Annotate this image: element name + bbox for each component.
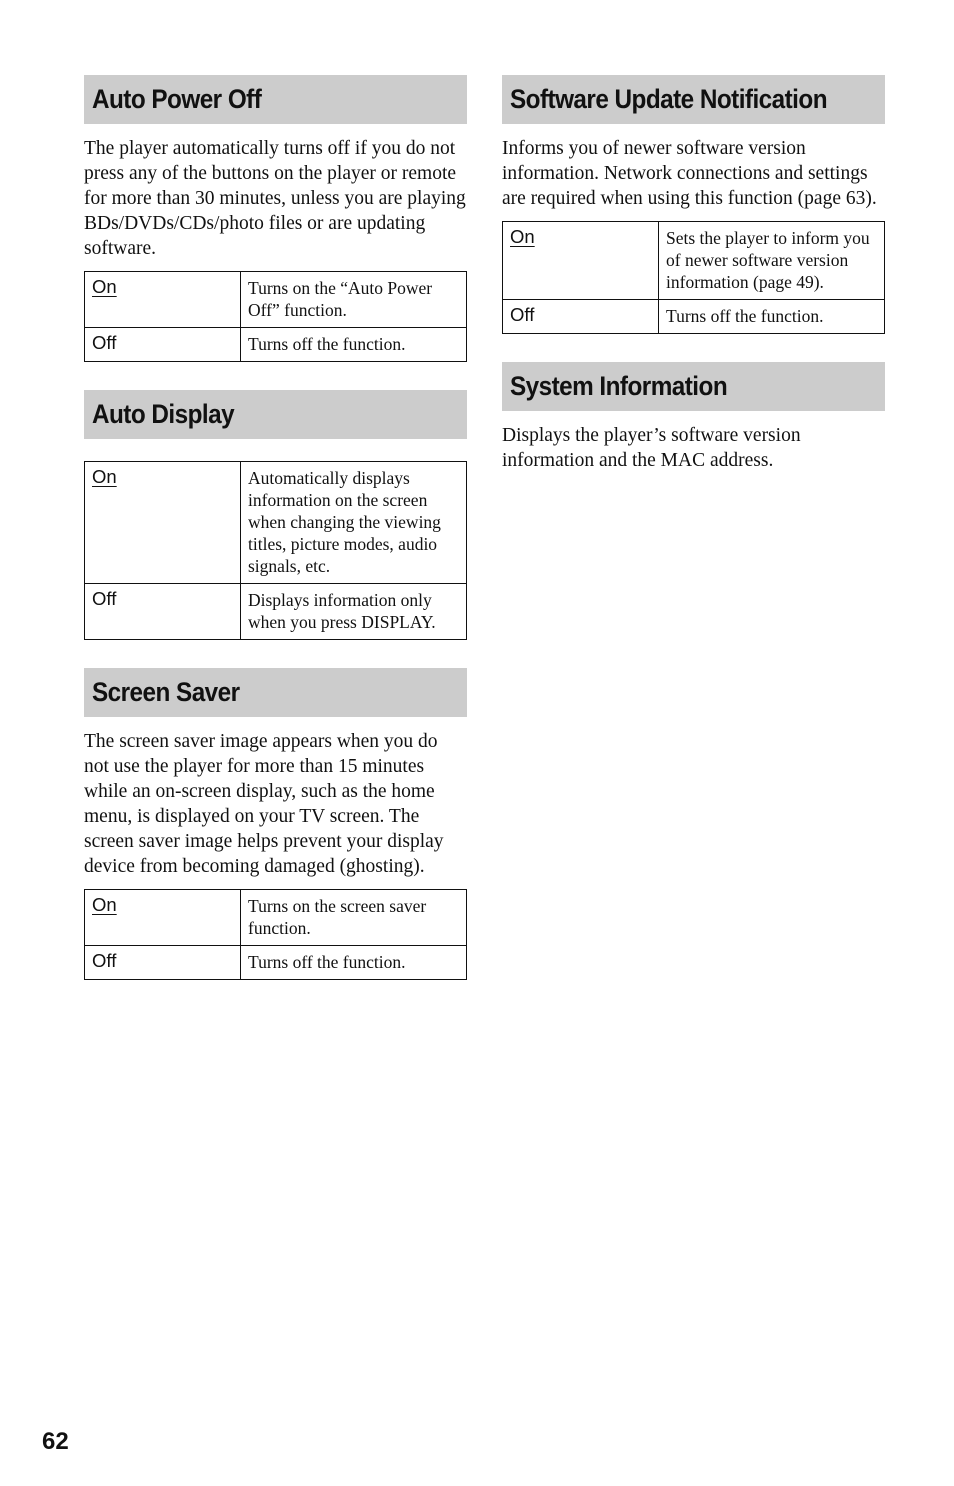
table-row [85, 890, 467, 946]
option-key: On [85, 462, 241, 584]
left-column [84, 75, 467, 1008]
table-row [85, 328, 467, 362]
options-table [84, 889, 467, 980]
option-key: Off [85, 946, 241, 980]
auto-power-off-section [84, 75, 467, 362]
option-description: Turns on the “Auto Power Off” function. [241, 272, 467, 328]
section-description: The player automatically turns off if you do not press any of the buttons on the player or remote for more than 30 minutes, unless you are playing BDs/DVDs/CDs/photo files or are updating software. [84, 138, 466, 259]
software-update-section [502, 75, 885, 334]
section-heading: Software Update Notification [502, 75, 885, 124]
right-column [502, 75, 885, 501]
option-key: Off [503, 300, 659, 334]
table-row [85, 584, 467, 640]
table-row [85, 462, 467, 584]
options-table [84, 461, 467, 640]
option-description: Sets the player to inform you of newer software version information (page 49). [659, 222, 885, 300]
section-heading: System Information [502, 362, 885, 411]
auto-display-section [84, 390, 467, 640]
section-heading: Screen Saver [84, 668, 467, 717]
option-key: Off [85, 328, 241, 362]
system-information-section [502, 362, 885, 473]
options-table [84, 271, 467, 362]
option-description: Turns on the screen saver function. [241, 890, 467, 946]
page-number: 62 [42, 1428, 69, 1455]
table-row [85, 272, 467, 328]
section-heading: Auto Display [84, 390, 467, 439]
option-key: On [85, 272, 241, 328]
section-description: Displays the player’s software version information and the MAC address. [502, 425, 801, 471]
option-description: Turns off the function. [241, 946, 467, 980]
option-key: On [85, 890, 241, 946]
option-description: Turns off the function. [241, 328, 467, 362]
option-description: Automatically displays information on the screen when changing the viewing titles, picture modes, audio signals, etc. [241, 462, 467, 584]
table-row [85, 946, 467, 980]
table-row [503, 222, 885, 300]
table-row [503, 300, 885, 334]
options-table [502, 221, 885, 334]
option-description: Displays information only when you press DISPLAY. [241, 584, 467, 640]
section-heading: Auto Power Off [84, 75, 467, 124]
option-key: On [503, 222, 659, 300]
section-description: Informs you of newer software version information. Network connections and settings are required when using this function (page 63). [502, 138, 877, 209]
option-description: Turns off the function. [659, 300, 885, 334]
screen-saver-section [84, 668, 467, 980]
option-key: Off [85, 584, 241, 640]
section-description: The screen saver image appears when you do not use the player for more than 15 minutes while an on-screen display, such as the home menu, is displayed on your TV screen. The screen saver image helps prevent your display device from becoming damaged (ghosting). [84, 731, 444, 877]
